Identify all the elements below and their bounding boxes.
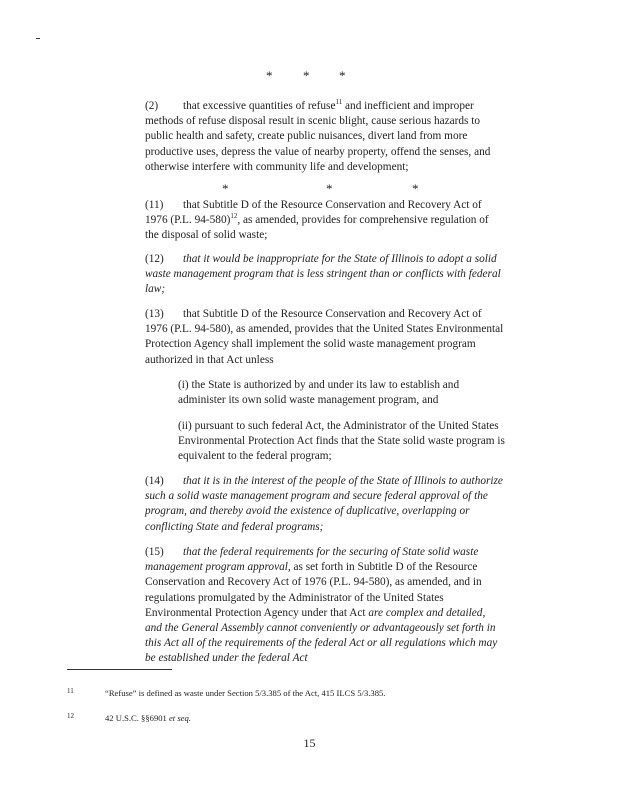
paragraph-text: that excessive quantities of refuse <box>183 100 336 112</box>
paragraph-2 <box>145 99 505 175</box>
paragraph-number: (12) <box>145 253 164 265</box>
paragraph-text: that it is in the interest of the people of the State of Illinois to authorize such a solid waste management program and secure federal approval of the program, and thereby avoid the existence of duplicative, overlapping or conflicting State and federal programs; <box>145 475 503 533</box>
paragraph-text: and inefficient and improper methods of refuse disposal result in scenic blight, cause serious hazards to public health and safety, create public nuisances, divert land from more productive uses, depress the value of nearby property, offend the senses, and otherwise interfere with community life and development; <box>145 100 491 173</box>
asterisk: * <box>339 68 346 83</box>
paragraph-number: (14) <box>145 475 164 487</box>
paragraph-text: are complex and detailed, and the General Assembly cannot conveniently or advantageously set forth in this Act all of the requirements of the federal Act or all regulations which may be established under the federal Act <box>145 606 498 665</box>
paragraph-14 <box>145 474 505 535</box>
paragraph-number: (13) <box>145 308 164 320</box>
paragraph-12 <box>145 252 505 298</box>
paragraph-13 <box>145 307 505 368</box>
page-number: 15 <box>303 736 316 750</box>
paragraph-15 <box>145 545 505 667</box>
asterisk: * <box>412 181 419 196</box>
footnote-mark: 12 <box>67 712 74 720</box>
footnote-text: 42 U.S.C. §§6901 et seq. <box>105 713 191 723</box>
paragraph-text: that the federal requirements for the securing of State solid waste management program approval, <box>145 546 479 574</box>
paragraph-text: that it would be inappropriate for the State of Illinois to adopt a solid waste management program that is less stringent than or conflicts with federal law; <box>145 253 501 296</box>
footnote-ref: 12 <box>230 212 238 221</box>
footnote-divider <box>67 669 172 670</box>
asterisk: * <box>222 181 229 196</box>
paragraph-text: that Subtitle D of the Resource Conservation and Recovery Act of 1976 (P.L. 94-580) <box>145 199 482 227</box>
scan-mark <box>36 38 40 39</box>
paragraph-number: (11) <box>145 199 164 211</box>
paragraph-text: that Subtitle D of the Resource Conservation and Recovery Act of 1976 (P.L. 94-580), as amended, provides that the United States Environmental Protection Agency shall implement the solid waste management program authorized in that Act unless <box>145 308 504 366</box>
paragraph-number: (15) <box>145 546 164 558</box>
paragraph-text: as set forth in Subtitle D of the Resource Conservation and Recovery Act of 1976 (P.L. 94-580), as amended, and in regulations promulgated by the Administrator of the United States Environmental Protection Agency under that Act <box>145 561 482 619</box>
paragraph-11 <box>145 198 505 244</box>
footnote-mark: 11 <box>67 687 74 695</box>
asterisk: * <box>326 181 333 196</box>
paragraph-text: , as amended, provides for comprehensive regulation of the disposal of solid waste; <box>145 214 489 242</box>
subparagraph-i: (i) the State is authorized by and under its law to establish and administer its own solid waste management program, and <box>178 379 460 407</box>
footnote-text: “Refuse” is defined as waste under Section 5/3.385 of the Act, 415 ILCS 5/3.385. <box>105 688 386 698</box>
asterisk: * <box>303 68 310 83</box>
asterisk: * <box>266 68 273 83</box>
footnote-ref: 11 <box>335 98 343 107</box>
paragraph-number: (2) <box>145 100 159 112</box>
subparagraph-ii: (ii) pursuant to such federal Act, the Administrator of the United States Environmental Protection Act finds that the State solid waste program is equivalent to the federal program; <box>178 420 505 463</box>
